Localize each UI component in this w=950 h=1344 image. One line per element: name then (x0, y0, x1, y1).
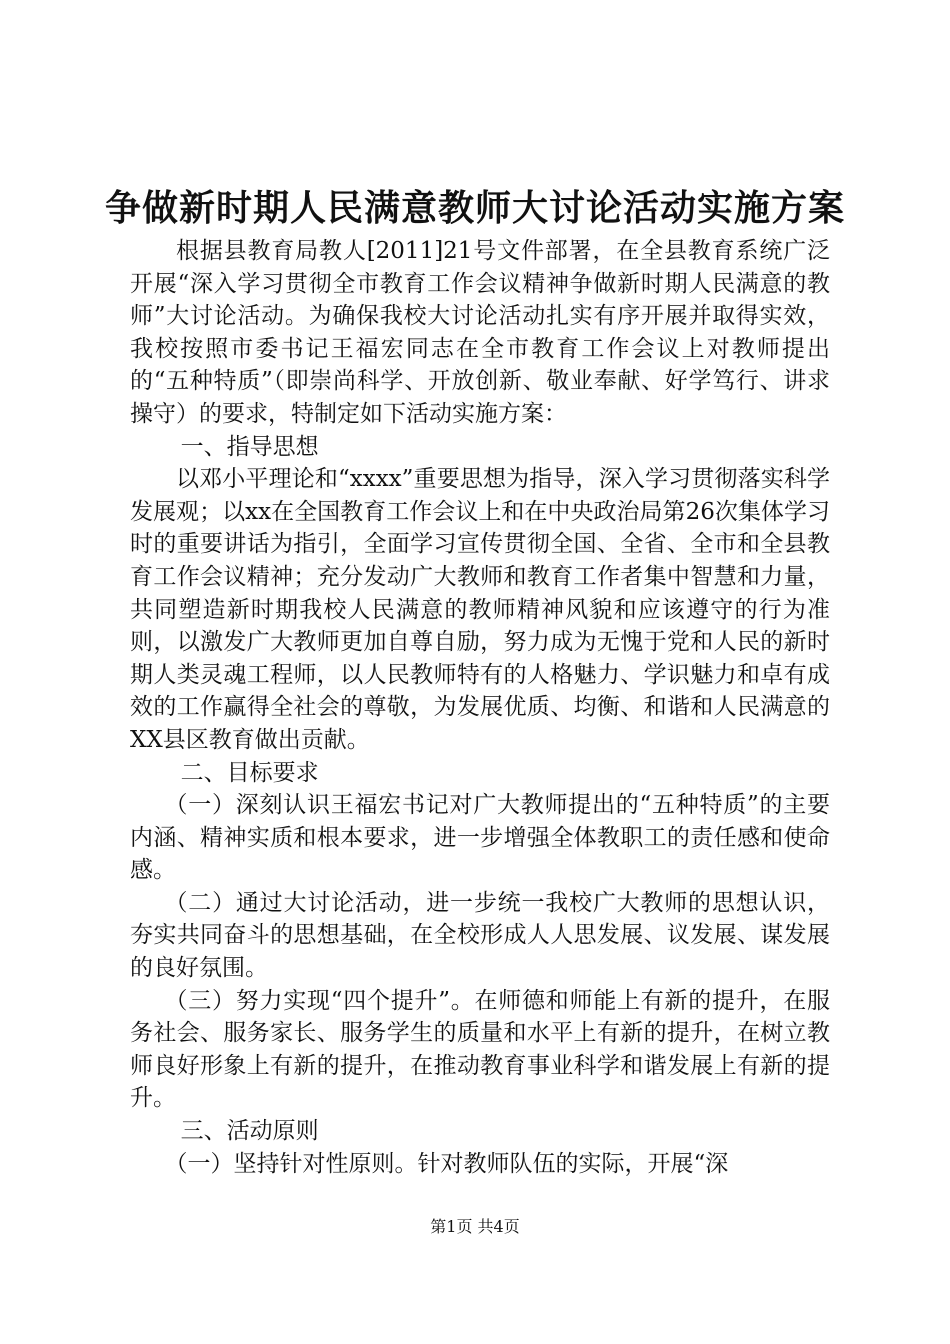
section-heading-principles: 三、活动原则 (180, 1118, 319, 1145)
page-footer: 第1页 共4页 (430, 1217, 520, 1236)
goal-item-3: （三）努力实现“四个提升”。在师德和师能上有新的提升，在服务社会、服务家长、服务学生的质量和水平上有新的提升，在树立教师良好形象上有新的提升，在推动教育事业科学和谐发展上有新的提升。 (130, 987, 830, 1112)
goal-item-1: （一）深刻认识王福宏书记对广大教师提出的“五种特质”的主要内涵、精神实质和根本要求，进一步增强全体教职工的责任感和使命感。 (130, 792, 830, 884)
section-heading-guiding-ideology: 一、指导思想 (180, 433, 319, 460)
goal-item-2: （二）通过大讨论活动，进一步统一我校广大教师的思想认识，夯实共同奋斗的思想基础，在全校形成人人思发展、议发展、谋发展的良好氛围。 (130, 889, 830, 982)
document-body (130, 235, 830, 1180)
intro-paragraph: 根据县教育局教人[2011]21号文件部署，在全县教育系统广泛开展“深入学习贯彻全市教育工作会议精神争做新时期人民满意的教师”大讨论活动。为确保我校大讨论活动扎实有序开展并取得实效，我校按照市委书记王福宏同志在全市教育工作会议上对教师提出的“五种特质”（即崇尚科学、开放创新、敬业奉献、好学笃行、讲求操守）的要求，特制定如下活动实施方案： (130, 238, 830, 427)
document-title: 争做新时期人民满意教师大讨论活动实施方案 (104, 188, 845, 229)
section-heading-goals: 二、目标要求 (180, 759, 319, 786)
principle-item-1: （一）坚持针对性原则。针对教师队伍的实际，开展“深 (164, 1150, 729, 1177)
guiding-ideology-paragraph: 以邓小平理论和“xxxx”重要思想为指导，深入学习贯彻落实科学发展观；以xx在全国教育工作会议上和在中央政治局第26次集体学习时的重要讲话为指引，全面学习宣传贯彻全国、全省、全市和全县教育工作会议精神；充分发动广大教师和教育工作者集中智慧和力量，共同塑造新时期我校人民满意的教师精神风貌和应该遵守的行为准则，以激发广大教师更加自尊自励，努力成为无愧于党和人民的新时期人类灵魂工程师，以人民教师特有的人格魅力、学识魅力和卓有成效的工作赢得全社会的尊敬，为发展优质、均衡、和谐和人民满意的XX县区教育做出贡献。 (130, 466, 830, 753)
